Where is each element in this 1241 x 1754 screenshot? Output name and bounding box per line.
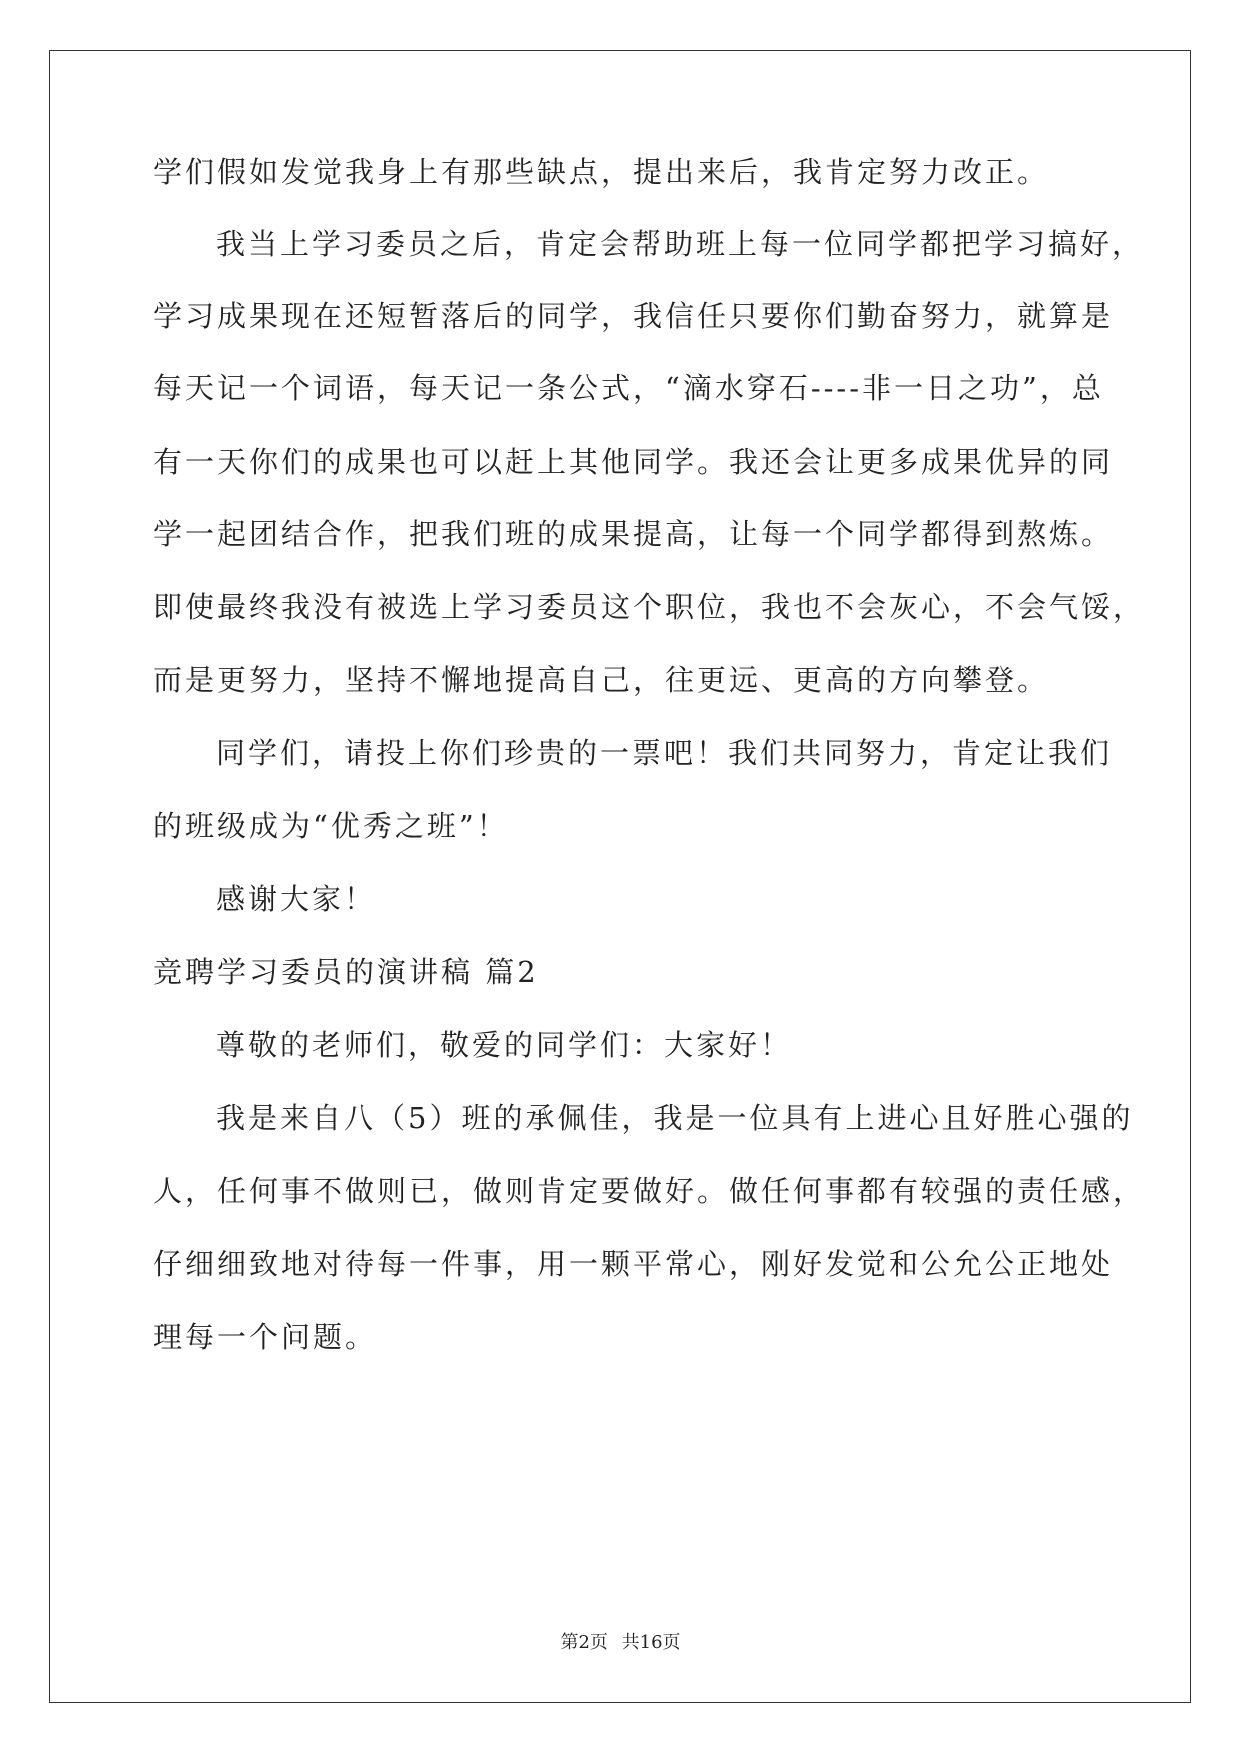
body-line-10: 的班级成为“优秀之班”！ bbox=[153, 809, 509, 843]
body-line-8: 而是更努力，坚持不懈地提高自己，往更远、更高的方向攀登。 bbox=[153, 663, 1050, 697]
page-total: 共16页 bbox=[621, 1632, 681, 1653]
body-line-15: 人，任何事不做则已，做则肯定要做好。做任何事都有较强的责任感， bbox=[153, 1174, 1146, 1208]
body-line-14: 我是来自八（5）班的承佩佳，我是一位具有上进心且好胜心强的 bbox=[216, 1101, 1134, 1135]
body-line-17: 理每一个问题。 bbox=[153, 1320, 378, 1354]
body-line-2: 我当上学习委员之后，肯定会帮助班上每一位同学都把学习搞好， bbox=[216, 227, 1145, 261]
page-footer bbox=[0, 1628, 1241, 1654]
body-line-5: 有一天你们的成果也可以赶上其他同学。我还会让更多成果优异的同 bbox=[153, 445, 1114, 479]
body-line-9: 同学们，请投上你们珍贵的一票吧！我们共同努力，肯定让我们 bbox=[216, 736, 1113, 770]
body-line-3: 学习成果现在还短暂落后的同学，我信任只要你们勤奋努力，就算是 bbox=[153, 299, 1114, 333]
body-line-6: 学一起团结合作，把我们班的成果提高，让每一个同学都得到熬炼。 bbox=[153, 517, 1114, 551]
page-number: 第2页 bbox=[560, 1632, 608, 1653]
body-line-16: 仔细细致地对待每一件事，用一颗平常心，刚好发觉和公允公正地处 bbox=[153, 1247, 1114, 1281]
body-line-11: 感谢大家！ bbox=[216, 882, 377, 916]
body-line-7: 即使最终我没有被选上学习委员这个职位，我也不会灰心，不会气馁， bbox=[153, 590, 1146, 624]
body-line-1: 学们假如发觉我身上有那些缺点，提出来后，我肯定努力改正。 bbox=[153, 155, 1050, 189]
body-line-13: 尊敬的老师们，敬爱的同学们：大家好！ bbox=[216, 1028, 793, 1062]
body-line-4: 每天记一个词语，每天记一条公式，“滴水穿石----非一日之功”，总 bbox=[153, 371, 1104, 405]
section-heading: 竞聘学习委员的演讲稿 篇2 bbox=[153, 955, 539, 989]
